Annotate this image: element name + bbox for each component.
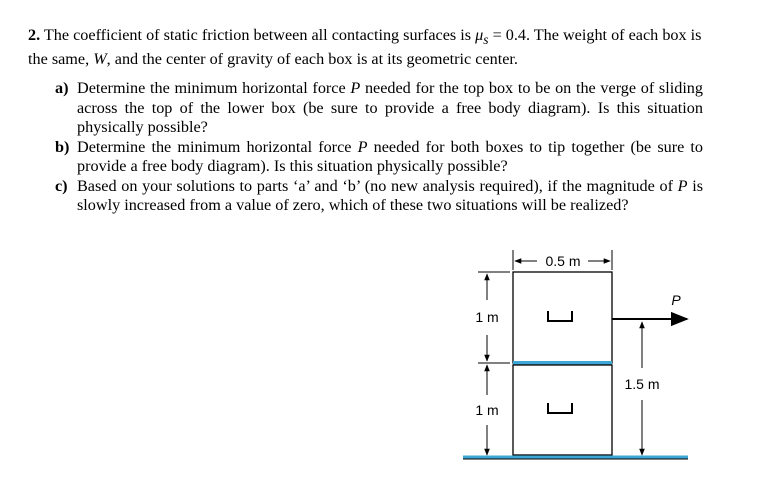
- force-p-label: P: [671, 292, 681, 308]
- width-label: 0.5 m: [545, 253, 581, 269]
- part-c-text-1: Based on your solutions to parts ‘a’ and ‘b’ (no new analysis required), if the magnitude of: [77, 176, 678, 195]
- force-height-label: 1.5 m: [624, 376, 660, 392]
- bottom-box: [513, 365, 612, 455]
- part-c-label: c): [55, 176, 68, 195]
- part-a-label: a): [55, 79, 69, 97]
- top-height-label: 1 m: [475, 309, 499, 325]
- part-c-text-2: is slowly increased from a value of zero, which of these two situations will be realized?: [77, 176, 703, 214]
- part-b-text-1: Determine the minimum horizontal force: [77, 137, 358, 156]
- intro-text-3: , and the center of gravity of each box is at its geometric center.: [106, 49, 518, 68]
- top-box: [513, 272, 612, 363]
- part-c-var: P: [677, 176, 688, 195]
- weight-symbol: W: [93, 49, 107, 68]
- part-b-label: b): [55, 137, 70, 156]
- part-b-var: P: [357, 137, 368, 156]
- bottom-height-label: 1 m: [475, 402, 499, 418]
- part-b-text-2: needed for both boxes to tip together (be sure to provide a free body diagram). Is this situation physically possible?: [77, 137, 704, 175]
- mu-subscript: s: [483, 32, 489, 48]
- problem-number: 2.: [28, 26, 41, 44]
- part-a-var: P: [350, 79, 361, 97]
- part-a-text-2: needed for the top box to be on the verge of sliding across the top of the lower box (be sure to provide a free body diagram). Is this situation physically possible?: [77, 79, 703, 136]
- intro-text-1: The coefficient of static friction between all contacting surfaces is: [43, 26, 476, 44]
- mu-symbol: μ: [475, 26, 484, 44]
- part-a-text-1: Determine the minimum horizontal force: [77, 79, 351, 97]
- intro-text-2: = 0.4. The weight of each box is the same,: [28, 26, 702, 68]
